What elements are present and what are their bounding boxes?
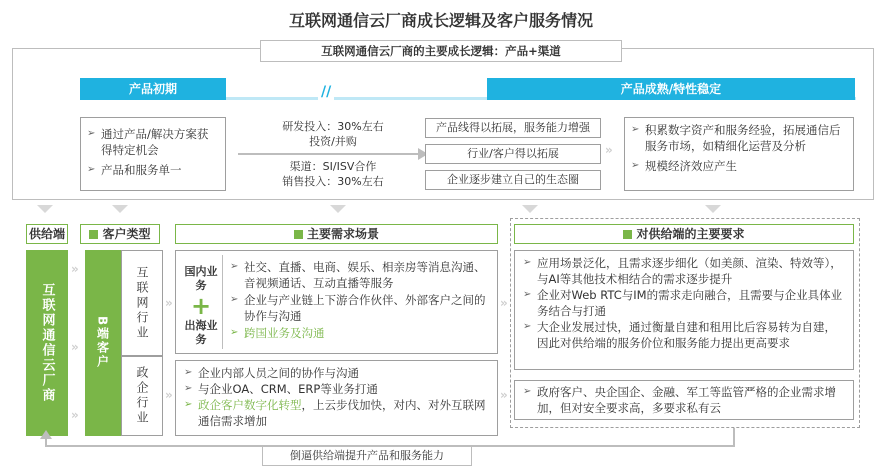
chevron-right-icon: » <box>71 408 79 422</box>
chevron-right-icon: » <box>71 262 79 276</box>
mature-phase-box <box>624 117 854 191</box>
middle-line: 渠道：SI/ISV合作 <box>289 160 377 173</box>
mature-item: ➢ 积累数字资产和服务经验，拓展通信后服务市场，如精细化运营及分析 <box>631 122 847 154</box>
down-arrow-icon <box>522 205 538 213</box>
gov-scenario-box <box>175 360 498 436</box>
flow-arrow-icon <box>238 140 428 160</box>
header-scenarios-label: 主要需求场景 <box>306 227 379 241</box>
gov-requirements-box <box>514 380 854 420</box>
middle-line: 研发投入：30%左右 <box>282 120 384 133</box>
stack-box-product: 产品线得以拓展，服务能力增强 <box>425 118 601 138</box>
requirement-item: ➢ 大企业发展过快，通过衡量自建和租用比后容易转为自建，因此对供给端的服务价位和服务能力提出更高要求 <box>523 319 845 351</box>
b-client-block <box>85 250 121 436</box>
internet-scenario-list <box>230 259 494 341</box>
supplier-label: 互联网通信云厂商 <box>39 283 55 403</box>
chevron-right-icon: » <box>500 296 508 310</box>
scenario-item: ➢ 与企业OA、CRM、ERP等业务打通 <box>184 381 489 397</box>
divider <box>222 255 223 349</box>
industry-internet-box <box>121 250 163 356</box>
middle-line: 销售投入：30%左右 <box>282 175 384 188</box>
requirement-item: ➢ 应用场景泛化，且需求逐步细化（如美颜、渲染、特效等），与AI等其他技术相结合的需求逐步提升 <box>523 255 845 287</box>
scenario-item: ➢ 社交、直播、电商、娱乐、相亲房等消息沟通、音视频通话、互动直播等服务 <box>230 259 494 291</box>
channel-text <box>258 159 408 189</box>
page-title: 互联网通信云厂商成长逻辑及客户服务情况 <box>288 11 593 30</box>
down-arrow-icon <box>330 205 346 213</box>
early-item: ➢ 通过产品/解决方案获得特定机会 <box>87 126 219 158</box>
header-supplier: 供给端 <box>26 224 68 244</box>
internet-scenario-box <box>175 250 498 354</box>
down-arrow-icon <box>705 205 721 213</box>
plus-icon: + <box>190 292 212 320</box>
chevron-right-icon: » <box>71 340 79 354</box>
business-type-panel <box>184 265 218 347</box>
industry-internet-label: 互联网行业 <box>135 265 149 341</box>
stack-box-industry: 行业/客户得以拓展 <box>425 144 601 164</box>
down-arrow-icon <box>112 205 128 213</box>
phase-mature-tab: 产品成熟/特性稳定 <box>487 78 855 100</box>
industry-gov-box <box>121 356 163 436</box>
chevron-right-icon: » <box>500 388 508 402</box>
supplier-block <box>26 250 68 436</box>
chevron-right-icon: » <box>605 143 613 157</box>
timeline-break-icon: // <box>318 84 334 100</box>
mature-item: ➢ 规模经济效应产生 <box>631 158 847 174</box>
square-marker-icon <box>89 230 98 239</box>
feedback-label: 倒逼供给端提升产品和服务能力 <box>262 446 472 466</box>
scenario-item: ➢ 企业与产业链上下游合作伙伴、外部客户之间的协作与沟通 <box>230 292 494 324</box>
requirement-item: ➢ 企业对Web RTC与IM的需求走向融合，且需要与企业具体业务结合与打通 <box>523 287 845 319</box>
b-client-label: B端客户 <box>95 316 110 370</box>
middle-line: 投资/并购 <box>309 135 357 148</box>
down-arrow-icon <box>37 205 53 213</box>
domestic-label: 国内业务 <box>184 265 218 292</box>
growth-logic-subtitle: 互联网通信云厂商的主要成长逻辑：产品+渠道 <box>260 40 622 62</box>
requirement-item: ➢ 政府客户、央企国企、金融、军工等监管严格的企业需求增加，但对安全要求高，多要求私有云 <box>523 384 845 416</box>
chevron-right-icon: » <box>165 388 173 402</box>
chevron-right-icon: » <box>165 296 173 310</box>
internet-requirements-box <box>514 250 854 370</box>
phase-early-tab: 产品初期 <box>80 78 226 100</box>
square-marker-icon <box>294 230 303 239</box>
scenario-item: ➢ 企业内部人员之间的协作与沟通 <box>184 365 489 381</box>
stack-box-ecosystem: 企业逐步建立自己的生态圈 <box>425 170 601 190</box>
scenario-item-highlight: ➢ 跨国业务及沟通 <box>230 325 494 341</box>
early-phase-box <box>80 117 226 191</box>
early-item: ➢ 产品和服务单一 <box>87 162 219 178</box>
scenario-highlight: 政企客户数字化转型 <box>198 398 302 412</box>
industry-gov-label: 政企行业 <box>135 366 149 426</box>
header-requirements-label: 对供给端的主要要求 <box>636 227 745 241</box>
scenario-rest: ，上云步伐加快，对内、对外互联网通信需求增加 <box>198 398 486 428</box>
header-customer-type-label: 客户类型 <box>102 227 151 241</box>
header-scenarios <box>175 224 498 244</box>
scenario-item <box>184 397 489 429</box>
header-customer-type <box>80 224 160 244</box>
overseas-label: 出海业务 <box>184 319 218 346</box>
